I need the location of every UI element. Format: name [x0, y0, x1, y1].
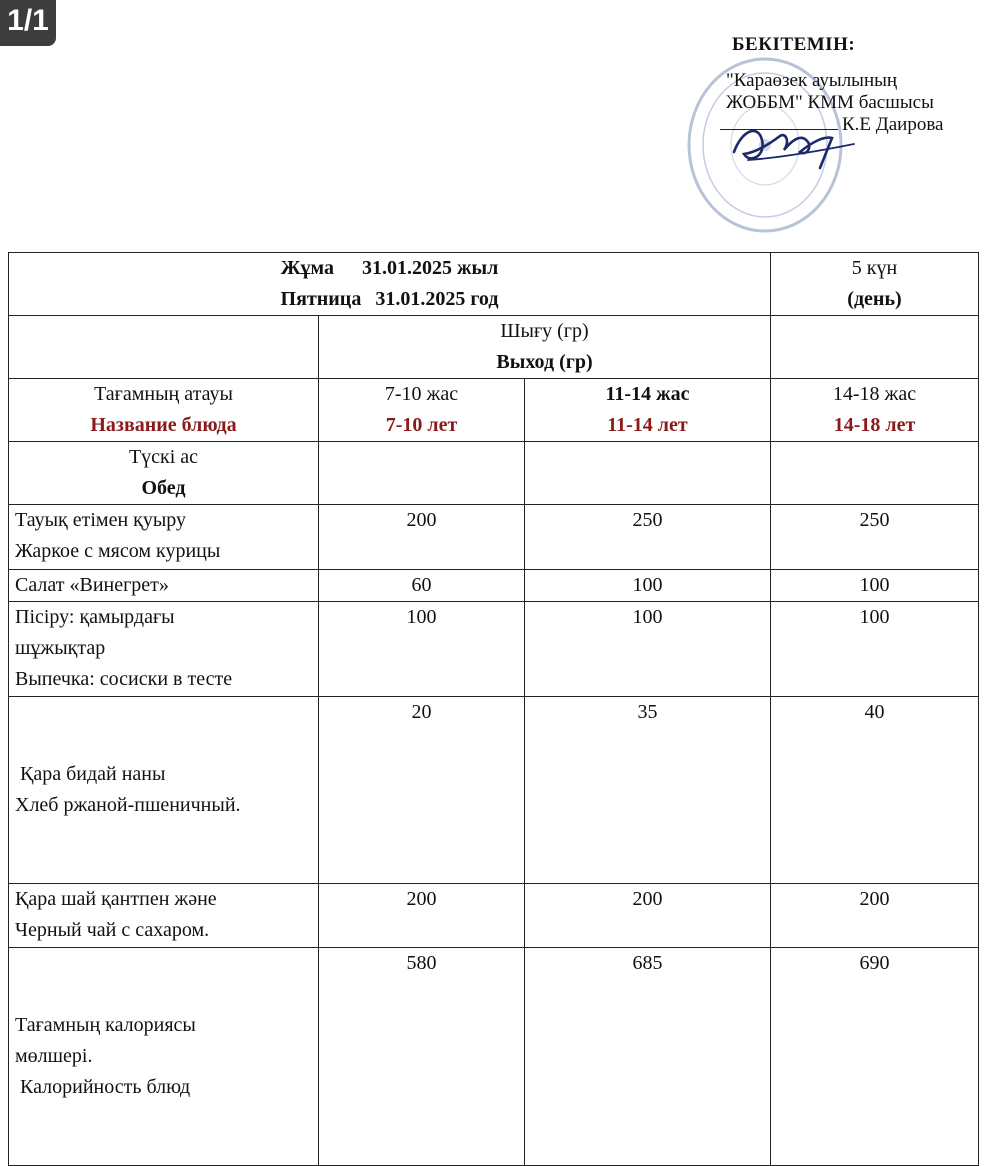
- date-cell: [9, 253, 771, 316]
- value-11-14: 685: [525, 948, 771, 1166]
- date-header-row: [9, 253, 979, 316]
- dish-name: Тағамның калориясы мөлшері. Калорийность блюд: [9, 948, 319, 1166]
- value-14-18: 200: [771, 884, 979, 948]
- approval-heading: БЕКІТЕМІН:: [732, 34, 856, 55]
- meal-row: [9, 442, 979, 505]
- value-7-10: 60: [319, 570, 525, 602]
- empty-cell: [9, 316, 319, 379]
- column-header-row: [9, 379, 979, 442]
- meal-cell: [9, 442, 319, 505]
- age-14-18-ru: 14-18 лет: [833, 414, 916, 436]
- approval-signature-line: [720, 114, 998, 136]
- dish-name: Салат «Винегрет»: [9, 570, 319, 602]
- date-line-ru: Пятница 31.01.2025 год: [280, 288, 499, 310]
- approval-block: [718, 34, 998, 136]
- meal-kz: Түскі ас: [128, 446, 199, 468]
- value-11-14: 35: [525, 697, 771, 884]
- empty-cell: [771, 442, 979, 505]
- output-ru: Выход (гр): [496, 351, 593, 373]
- value-11-14: 100: [525, 602, 771, 697]
- dish-name: Тауық етімен қуыру Жаркое с мясом курицы: [9, 505, 319, 570]
- value-14-18: 100: [771, 602, 979, 697]
- table-row: [9, 570, 979, 602]
- day-number-cell: [771, 253, 979, 316]
- date-line-kz: Жұма 31.01.2025 жыл: [280, 257, 499, 279]
- value-14-18: 100: [771, 570, 979, 602]
- menu-table: [8, 252, 979, 1166]
- table-row: [9, 884, 979, 948]
- empty-cell: [525, 442, 771, 505]
- value-7-10: 580: [319, 948, 525, 1166]
- output-kz: Шығу (гр): [500, 320, 589, 342]
- value-11-14: 100: [525, 570, 771, 602]
- age-7-10-header: [319, 379, 525, 442]
- age-11-14-header: [525, 379, 771, 442]
- dish-name-header-ru: Название блюда: [90, 414, 237, 436]
- day-number-ru: (день): [847, 288, 902, 310]
- empty-cell: [771, 316, 979, 379]
- value-7-10: 200: [319, 884, 525, 948]
- value-11-14: 250: [525, 505, 771, 570]
- age-11-14-kz: 11-14 жас: [605, 383, 690, 405]
- value-14-18: 40: [771, 697, 979, 884]
- value-7-10: 200: [319, 505, 525, 570]
- value-7-10: 20: [319, 697, 525, 884]
- dish-name: Пісіру: қамырдағы шұжықтар Выпечка: сосиски в тесте: [9, 602, 319, 697]
- table-row: [9, 948, 979, 1166]
- value-11-14: 200: [525, 884, 771, 948]
- table-row: [9, 602, 979, 697]
- output-cell: [319, 316, 771, 379]
- age-7-10-ru: 7-10 лет: [385, 414, 458, 436]
- age-7-10-kz: 7-10 жас: [384, 383, 459, 405]
- approval-signatory: К.Е Даирова: [842, 114, 944, 135]
- value-7-10: 100: [319, 602, 525, 697]
- age-14-18-kz: 14-18 жас: [832, 383, 917, 405]
- dish-name-header: [9, 379, 319, 442]
- approval-line-2: ЖОББМ" КММ басшысы: [726, 92, 934, 113]
- value-14-18: 250: [771, 505, 979, 570]
- signature-blank: [720, 129, 838, 130]
- table-row: [9, 697, 979, 884]
- output-header-row: [9, 316, 979, 379]
- day-number-kz: 5 күн: [851, 257, 898, 279]
- dish-name: Қара бидай наны Хлеб ржаной-пшеничный.: [9, 697, 319, 884]
- dish-name: Қара шай қантпен және Черный чай с сахаром.: [9, 884, 319, 948]
- dish-name-header-kz: Тағамның атауы: [94, 383, 233, 405]
- meal-ru: Обед: [141, 477, 186, 499]
- empty-cell: [319, 442, 525, 505]
- age-14-18-header: [771, 379, 979, 442]
- page-counter-badge: 1/1: [0, 0, 56, 46]
- age-11-14-ru: 11-14 лет: [607, 414, 688, 436]
- value-14-18: 690: [771, 948, 979, 1166]
- table-row: [9, 505, 979, 570]
- approval-line-1: "Караөзек ауылының: [726, 70, 898, 91]
